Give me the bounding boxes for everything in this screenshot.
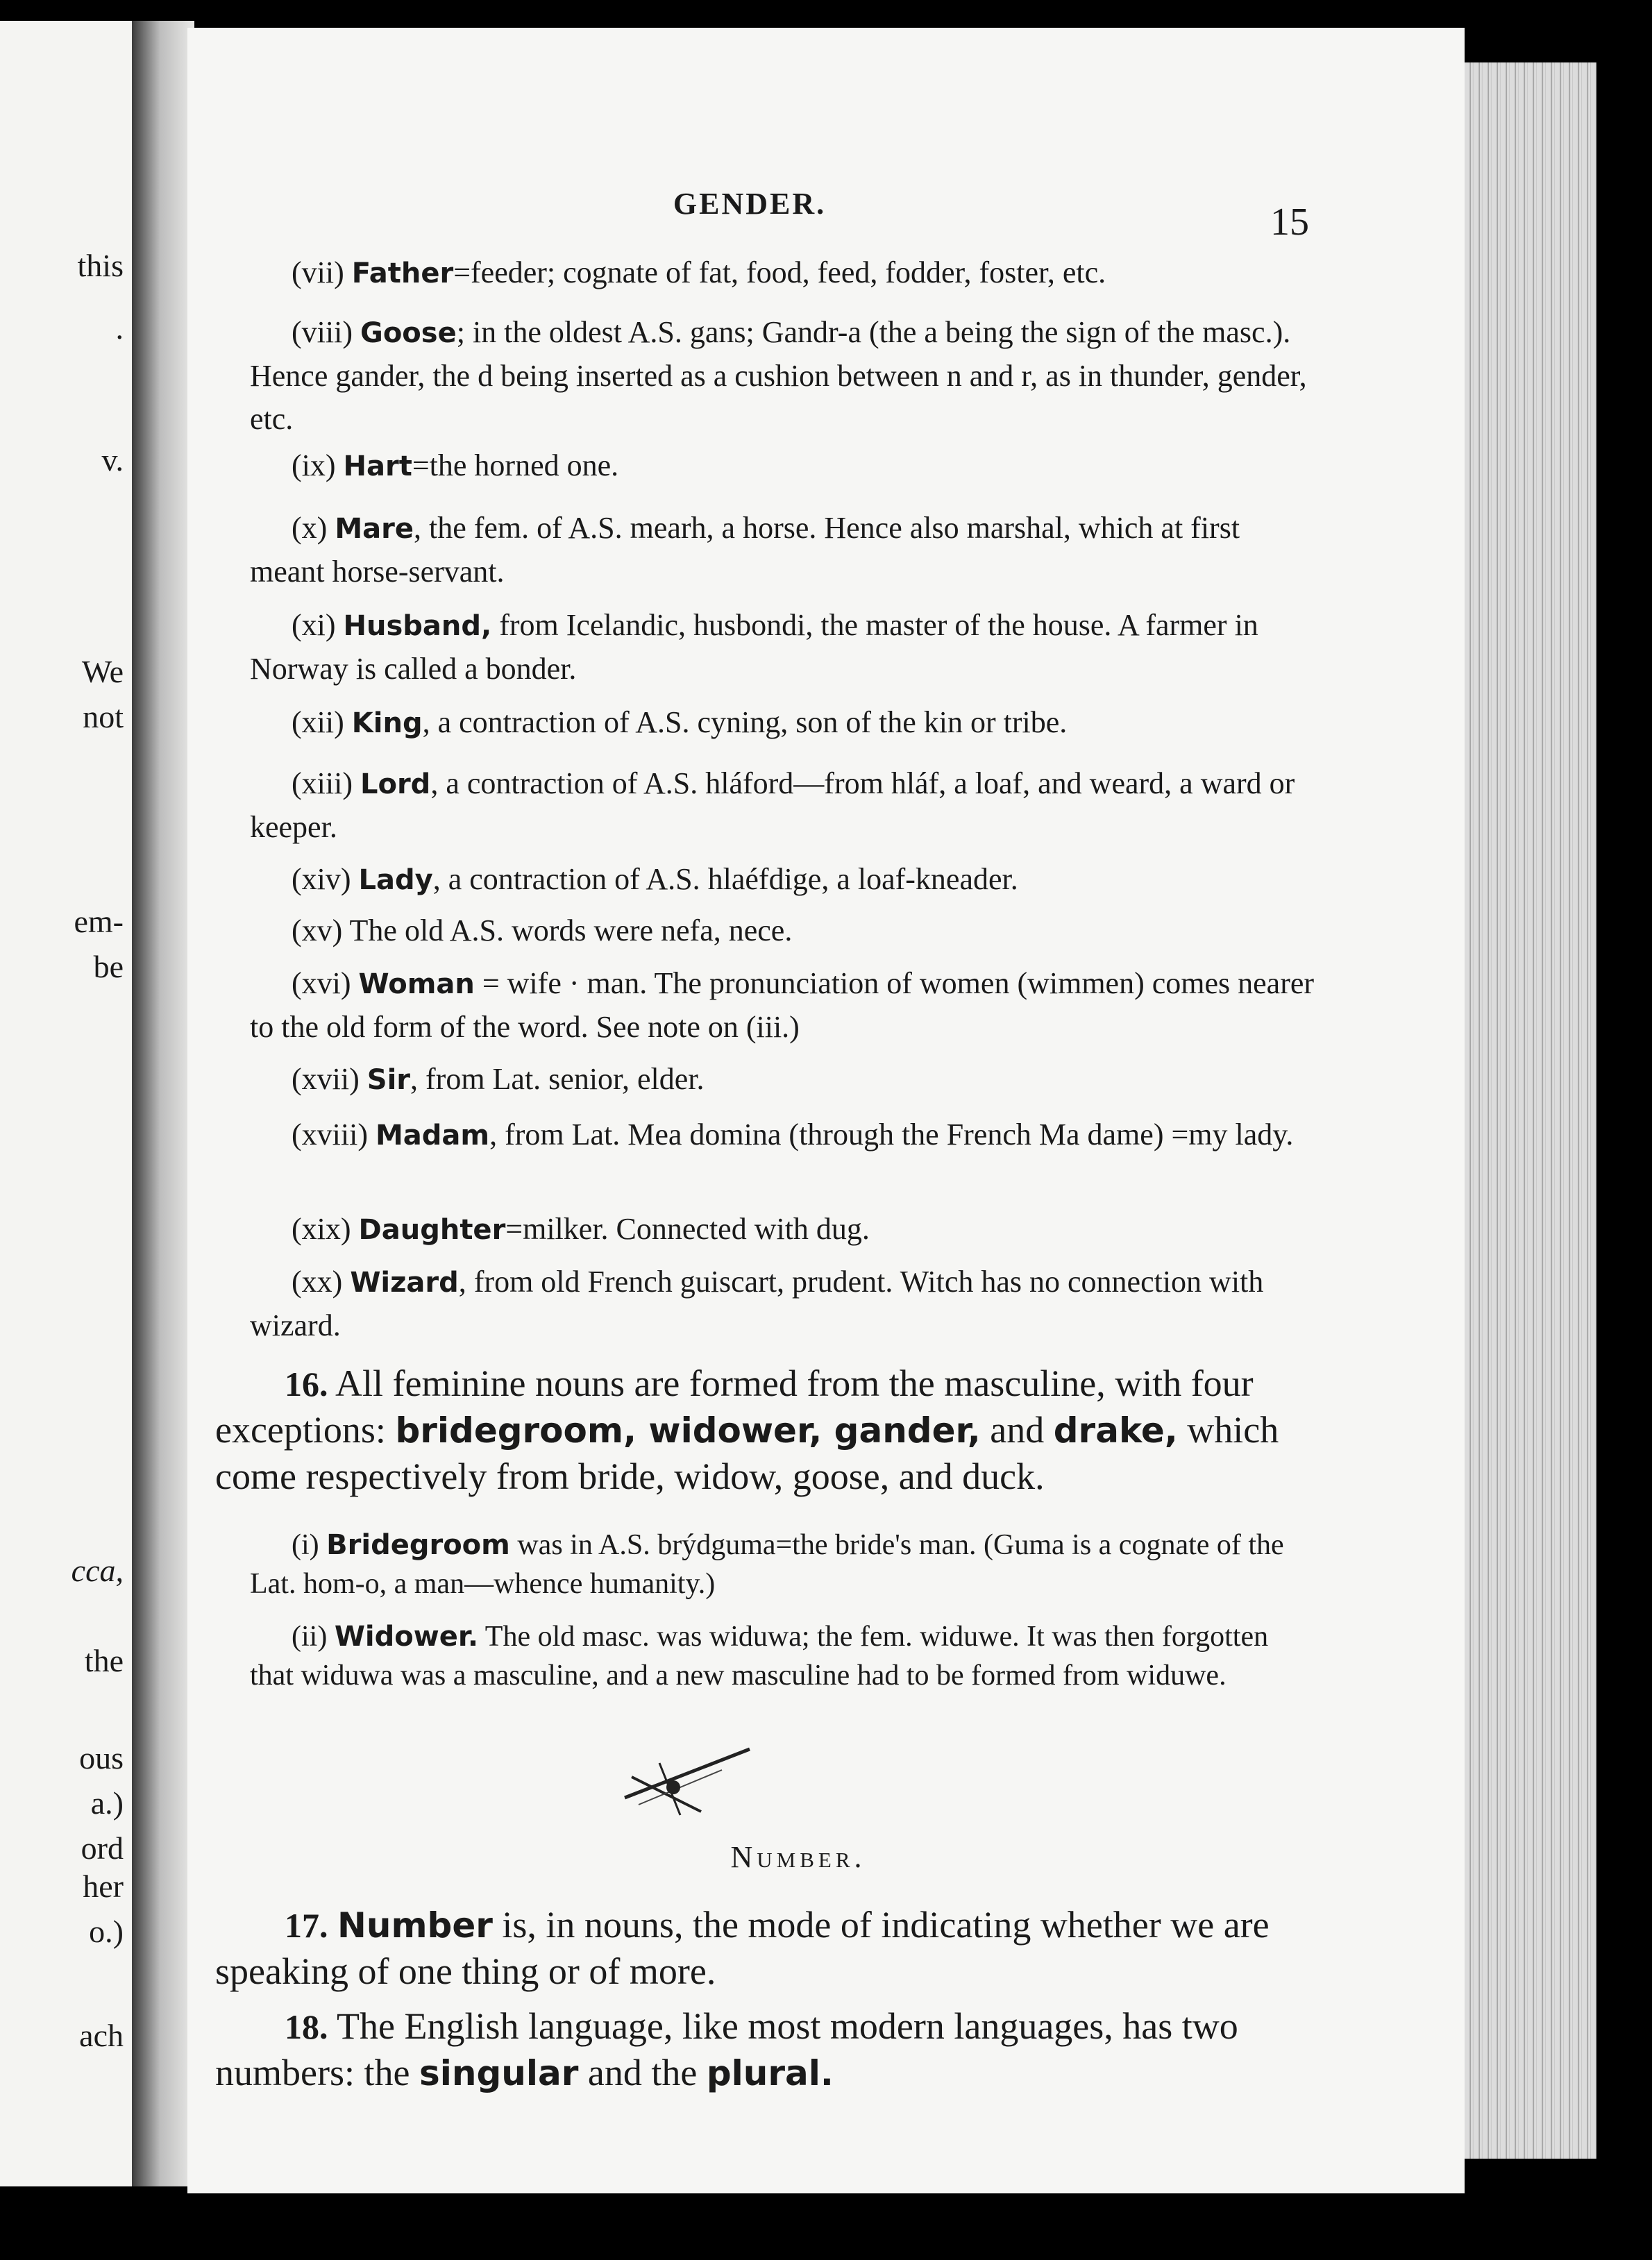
left-page-fragment: the	[84, 1643, 124, 1678]
left-page-fragment: cca,	[71, 1553, 124, 1588]
left-page-fragment: ous	[79, 1740, 124, 1776]
entry-xvii: (xvii) Sir, from Lat. senior, elder.	[292, 1062, 705, 1096]
widower-note: (ii) Widower. The old masc. was widuwa; the fem. widuwe. It was then forgotten that widuwa was a masculine, and a new masculine had to be formed from widuwe.	[250, 1621, 1269, 1692]
left-page-fragment: o.)	[89, 1914, 124, 1949]
entry-xiv: (xiv) Lady, a contraction of A.S. hlaéfdige, a loaf-kneader.	[292, 862, 1018, 896]
entry-xv: (xv) The old A.S. words were nefa, nece.	[292, 913, 793, 947]
entry-viii: (viii) Goose; in the oldest A.S. gans; Gandr-a (the a being the sign of the masc.). Hence gander, the d being inserted as a cushion between n and r, as in thunder, gender, etc.	[250, 315, 1307, 436]
left-page-fragment: em-	[74, 904, 124, 939]
entry-xii: (xii) King, a contraction of A.S. cyning, son of the kin or tribe.	[292, 705, 1068, 739]
left-page-fragment: ord	[81, 1830, 124, 1866]
paragraph-16: 16. All feminine nouns are formed from the masculine, with four exceptions: bridegroom, widower, gander, and drake, which come respectively from bride, widow, goose, and duck.	[215, 1363, 1279, 1497]
entry-xi: (xi) Husband, from Icelandic, husbondi, the master of the house. A farmer in Norway is called a bonder.	[250, 608, 1258, 686]
bridegroom-note: (i) Bridegroom was in A.S. brýdguma=the bride's man. (Guma is a cognate of the Lat. hom-o, a man—whence humanity.)	[250, 1529, 1284, 1600]
entry-xx: (xx) Wizard, from old French guiscart, prudent. Witch has no connection with wizard.	[250, 1265, 1264, 1342]
entry-xvi: (xvi) Woman = wife · man. The pronunciation of women (wimmen) comes nearer to the old form of the word. See note on (iii.)	[250, 966, 1315, 1044]
left-page-fragment: not	[83, 699, 124, 734]
book-gutter-shadow	[132, 21, 194, 2186]
left-page-fragment: be	[93, 949, 124, 984]
main-page	[187, 28, 1465, 2193]
entry-xix: (xix) Daughter=milker. Connected with dug.	[292, 1212, 870, 1246]
left-page-fragment: this	[77, 248, 124, 283]
left-facing-page	[0, 21, 132, 2186]
pen-mark-ornament	[618, 1735, 757, 1819]
section-title-number: Number.	[730, 1840, 866, 1874]
left-page-fragment: her	[83, 1869, 124, 1904]
entry-x: (x) Mare, the fem. of A.S. mearh, a horse. Hence also marshal, which at first meant horse-servant.	[250, 511, 1240, 589]
entry-xviii: (xviii) Madam, from Lat. Mea domina (through the French Ma dame) =my lady.	[292, 1118, 1294, 1152]
entry-ix: (ix) Hart=the horned one.	[292, 448, 619, 482]
left-page-fragment: .	[115, 310, 124, 346]
paragraph-17: 17. Number is, in nouns, the mode of indicating whether we are speaking of one thing or of more.	[215, 1904, 1270, 1992]
page-edges	[1465, 62, 1596, 2159]
paragraph-18: 18. The English language, like most modern languages, has two numbers: the singular and the plural.	[215, 2005, 1238, 2093]
left-page-fragment: We	[81, 654, 124, 689]
page-number: 15	[1270, 201, 1309, 244]
entry-xiii: (xiii) Lord, a contraction of A.S. hláford—from hláf, a loaf, and weard, a ward or keeper.	[250, 766, 1295, 844]
left-page-fragment: v.	[101, 442, 124, 478]
left-page-fragment: ach	[79, 2018, 124, 2053]
left-page-fragment: a.)	[90, 1785, 124, 1821]
entry-vii: (vii) Father=feeder; cognate of fat, food, feed, fodder, foster, etc.	[292, 255, 1106, 289]
running-head: GENDER.	[673, 187, 827, 221]
